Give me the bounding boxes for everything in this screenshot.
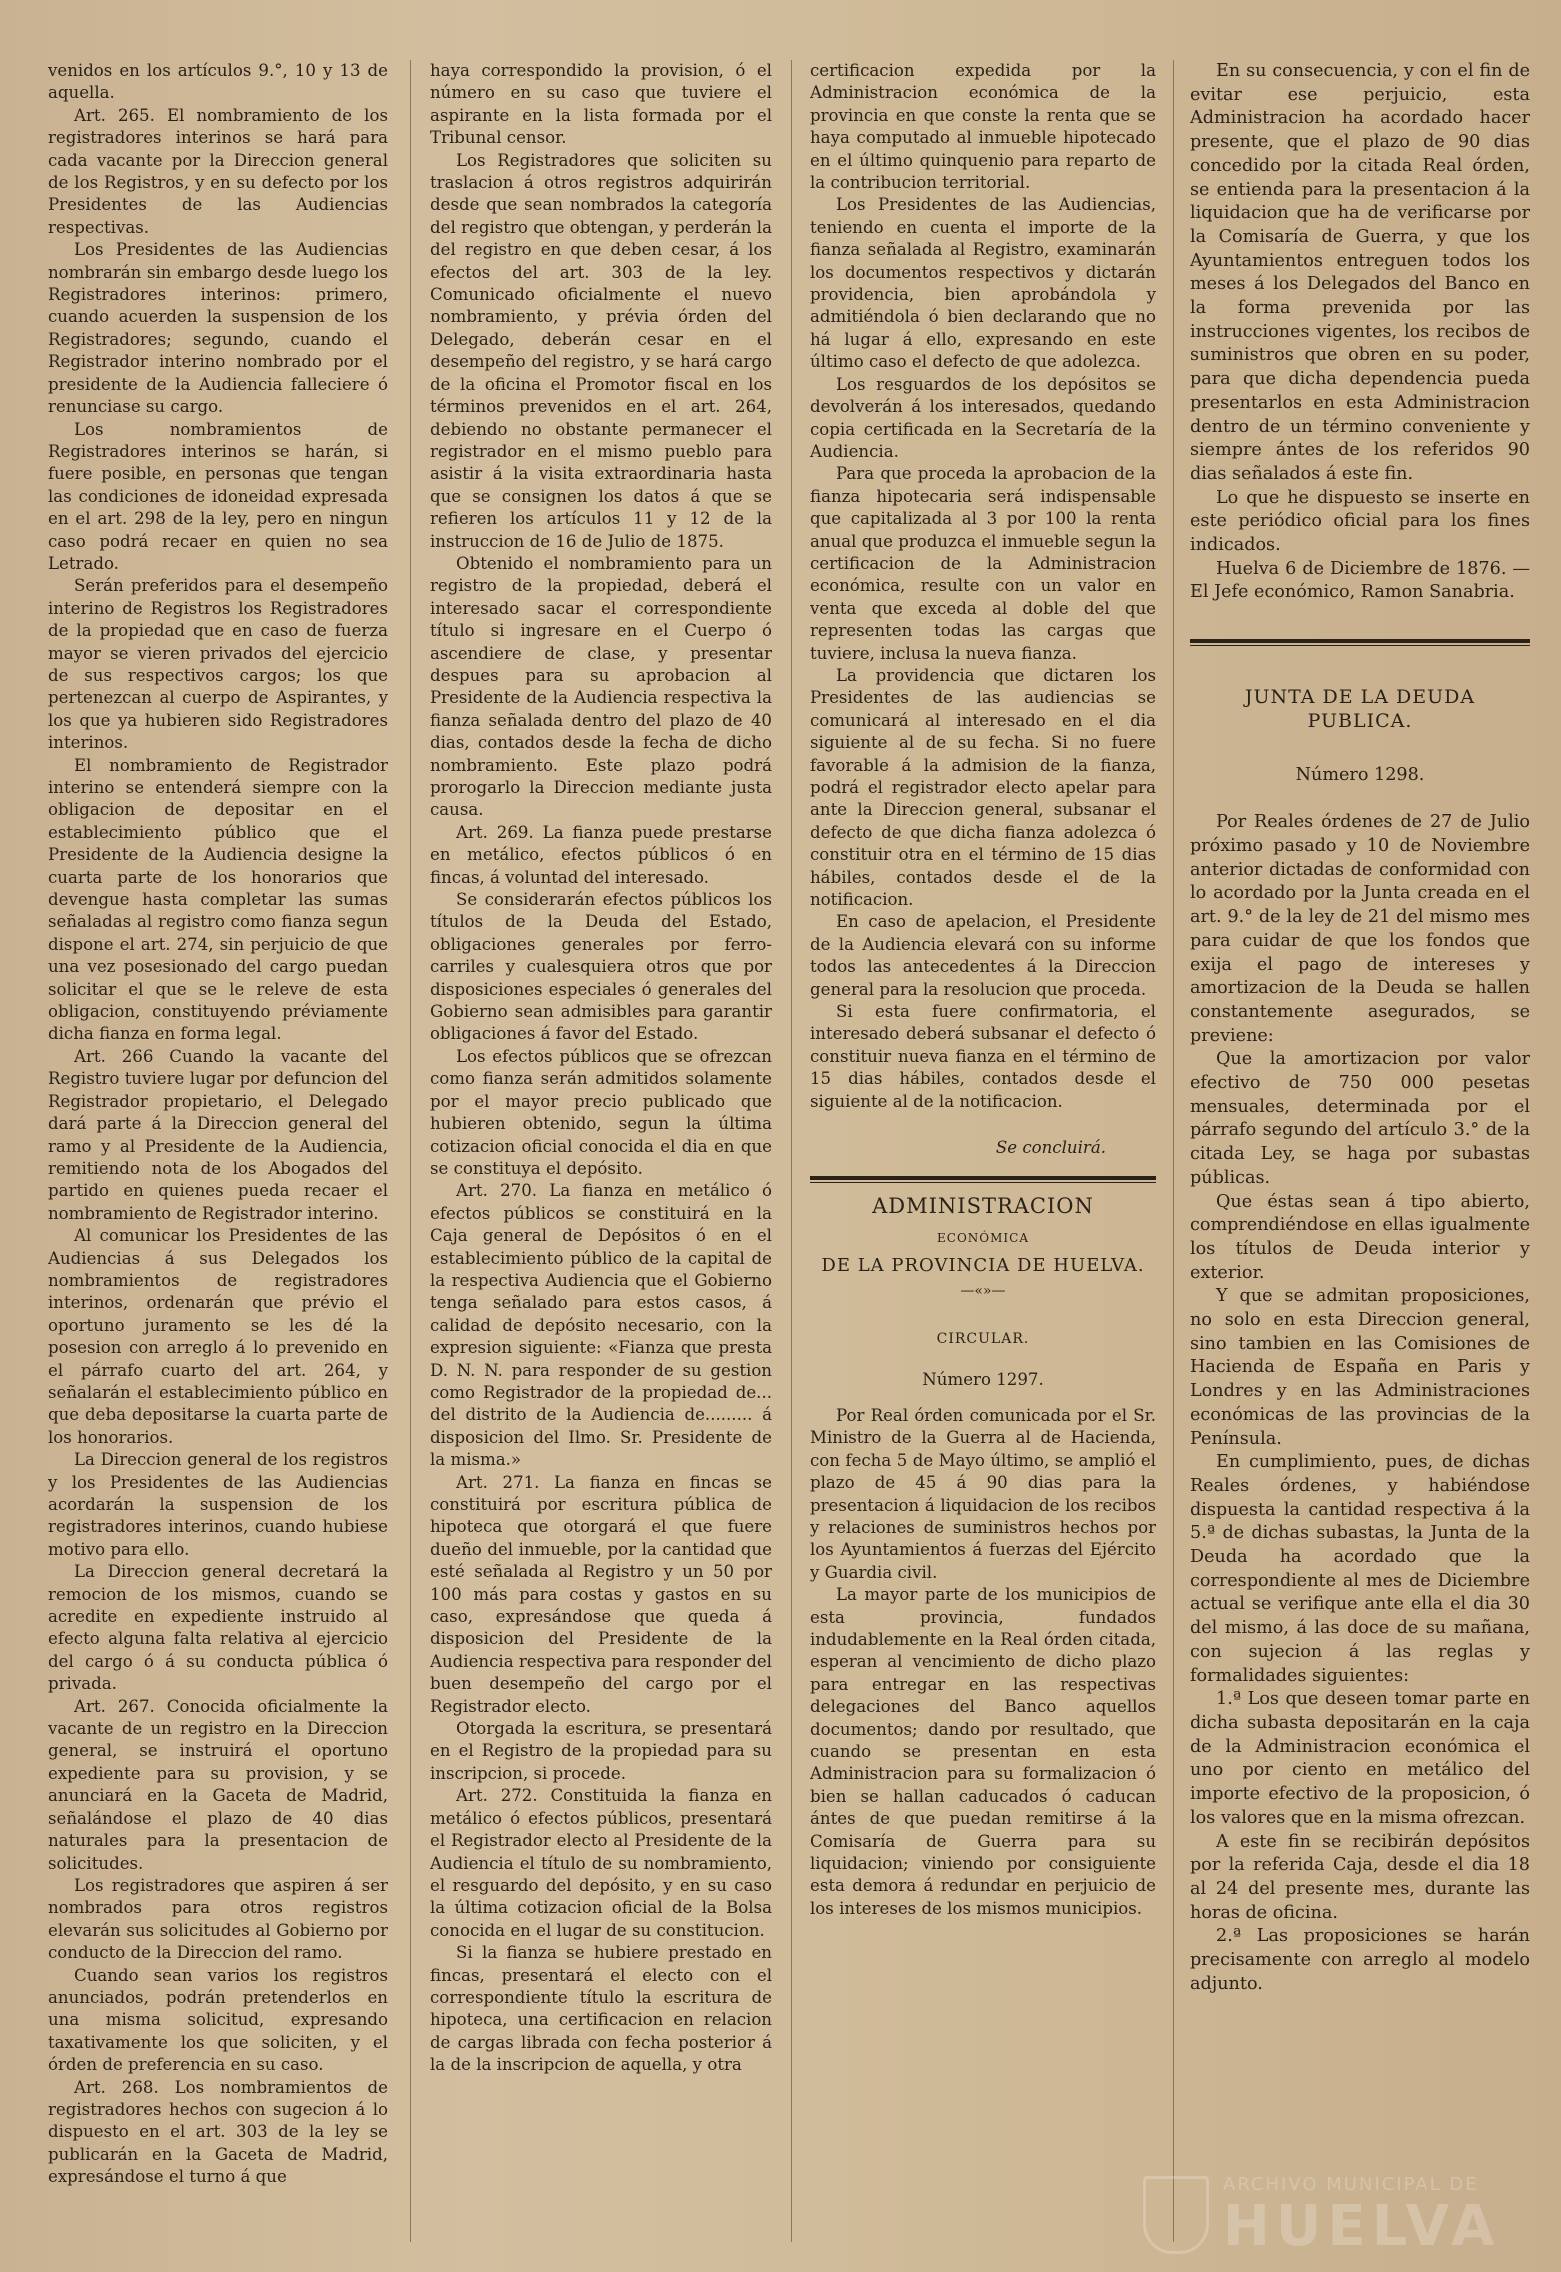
paragraph: haya correspondido la provision, ó el número en su caso que tuviere el aspirante en la lista formada por el Tribunal censor. bbox=[430, 61, 772, 148]
column-rule bbox=[791, 60, 792, 2242]
paragraph: certificacion expedida por la Administracion económica de la provincia en que conste la renta que se haya computado al inmueble hipotecado en el último quinquenio para reparto de la contribucion territorial. bbox=[810, 61, 1156, 193]
watermark-line: ARCHIVO MUNICIPAL DE bbox=[1223, 2174, 1479, 2195]
watermark-line: HUELVA bbox=[1223, 2194, 1501, 2259]
paragraph: Art. 270. La fianza en metálico ó efectos públicos se constituirá en la Caja general de Depósitos ó en el establecimiento público de la capital de la respectiva Audiencia que el Gobierno tenga señalado para estos casos, á calidad de depósito necesario, con la expresion siguiente: «Fianza que presta D. N. N. para responder de su gestion como Registrador de la propiedad de... del distrito de la Audiencia de......... á disposicion del Ilmo. Sr. Presidente de la misma.» bbox=[430, 1181, 772, 1470]
paragraph: Los nombramientos de Registradores interinos se harán, si fuere posible, en personas que tengan las condiciones de idoneidad expresada en el art. 298 de la ley, pero en ningun caso podrá recaer en quien no sea Letrado. bbox=[48, 419, 388, 573]
section-divider bbox=[810, 1182, 1156, 1183]
paragraph: A este fin se recibirán depósitos por la referida Caja, desde el dia 18 al 24 del presente mes, durante las horas de oficina. bbox=[1190, 1831, 1530, 1923]
paragraph: venidos en los artículos 9.°, 10 y 13 de aquella. bbox=[48, 61, 388, 103]
paragraph: La Direccion general decretará la remocion de los mismos, cuando se acredite en expediente instruido al efecto alguna falta relativa al ejercicio del cargo ó á su conducta pública ó privada. bbox=[48, 1562, 388, 1694]
paragraph: En cumplimiento, pues, de dichas Reales órdenes, y habiéndose dispuesta la cantidad respectiva á la 5.ª de dichas subastas, la Junta de la Deuda ha acordado que la correspondiente al mes de Diciembre actual se verifique ante ella el dia 30 del mismo, á las doce de su mañana, con sujecion á las reglas y formalidades siguientes: bbox=[1190, 1452, 1530, 1686]
paragraph: Si esta fuere confirmatoria, el interesado deberá subsanar el defecto ó constituir nueva fianza en el término de 15 dias hábiles, contados desde el siguiente al de la notificacion. bbox=[810, 1002, 1156, 1111]
paragraph: 2.ª Las proposiciones se harán precisamente con arreglo al modelo adjunto. bbox=[1190, 1926, 1530, 1994]
signature-line: Huelva 6 de Diciembre de 1876. —El Jefe económico, Ramon Sanabria. bbox=[1190, 558, 1530, 603]
paragraph: Art. 269. La fianza puede prestarse en metálico, efectos públicos ó en fincas, á voluntad del interesado. bbox=[430, 822, 772, 887]
paragraph: En caso de apelacion, el Presidente de la Audiencia elevará con su informe todos las antecedentes á la Direccion general para la resolucion que proceda. bbox=[810, 912, 1156, 999]
paragraph: Si la fianza se hubiere prestado en fincas, presentará el electo con el correspondiente título la escritura de hipoteca, una certificacion en relacion de cargas librada con fecha posterior á la de la inscripcion de aquella, y otra bbox=[430, 1943, 772, 2075]
section-divider bbox=[1190, 639, 1530, 643]
section-subtitle: DE LA PROVINCIA DE HUELVA. bbox=[821, 1255, 1145, 1277]
notice-number: Número 1297. bbox=[922, 1369, 1044, 1389]
paragraph: Que éstas sean á tipo abierto, comprendiéndose en ellas igualmente los títulos de Deuda interior y exterior. bbox=[1190, 1191, 1530, 1283]
paragraph: Cuando sean varios los registros anunciados, podrán pretenderlos en una misma solicitud, expresando taxativamente los que soliciten, y el órden de preferencia en su caso. bbox=[48, 1965, 388, 2075]
archive-watermark bbox=[1143, 2170, 1553, 2260]
paragraph: Art. 268. Los nombramientos de registradores hechos con sugecion á lo dispuesto en el art. 303 de la ley se publicarán en la Gaceta de Madrid, expresándose el turno á que bbox=[48, 2077, 388, 2187]
paragraph: Y que se admitan proposiciones, no solo en esta Direccion general, sino tambien en las Comisiones de Hacienda de España en Paris y Londres y en las Administraciones económicas de las provincias de la Península. bbox=[1190, 1286, 1530, 1449]
paragraph: Los resguardos de los depósitos se devolverán á los interesados, quedando copia certificada en la Secretaría de la Audiencia. bbox=[810, 374, 1156, 461]
column-rule bbox=[1173, 60, 1174, 2242]
paragraph: Lo que he dispuesto se inserte en este periódico oficial para los fines indicados. bbox=[1190, 487, 1530, 556]
shield-icon bbox=[1143, 2176, 1209, 2254]
column-3 bbox=[810, 60, 1156, 2242]
paragraph: La providencia que dictaren los Presidentes de las audiencias se comunicará al interesado en el dia siguiente al de su fecha. Si no fuere favorable á la admision de la fianza, podrá el registrador electo apelar para ante la Direccion general, subsanar el defecto de que dicha fianza adolezca ó constituir otra en el término de 15 dias hábiles, contados desde el de la notificacion. bbox=[810, 665, 1156, 910]
paragraph: Otorgada la escritura, se presentará en el Registro de la propiedad para su inscripcion, si procede. bbox=[430, 1719, 772, 1783]
paragraph: Los Presidentes de las Audiencias nombrarán sin embargo desde luego los Registradores interinos: primero, cuando acuerden la suspension de los Registradores; segundo, cuando el Registrador interino nombrado por el presidente de la Audiencia falleciere ó renunciase su cargo. bbox=[48, 240, 388, 417]
section-divider bbox=[1190, 645, 1530, 646]
notice-number: Número 1298. bbox=[1295, 764, 1425, 785]
paragraph: Art. 266 Cuando la vacante del Registro tuviere lugar por defuncion del Registrador propietario, el Delegado dará parte á la Direccion general del ramo y al Presidente de la Audiencia, remitiendo nota de los Abogados del partido en quienes pueda recaer el nombramiento de Registrador interino. bbox=[48, 1046, 388, 1223]
section-divider bbox=[810, 1176, 1156, 1180]
paragraph: Se considerarán efectos públicos los títulos de la Deuda del Estado, obligaciones generales por ferro-carriles y cualesquiera otros que por disposiciones especiales ó generales del Gobierno sean admisibles para garantir obligaciones á favor del Estado. bbox=[430, 890, 772, 1044]
paragraph: En su consecuencia, y con el fin de evitar ese perjuicio, esta Administracion ha acordado hacer presente, que el plazo de 90 dias concedido por la citada Real órden, se entienda para la presentacion á la liquidacion que ha de verificarse por la Comisaría de Guerra, y que los Ayuntamientos entreguen todos los meses á los Delegados del Banco en la forma prevenida por las instrucciones vigentes, los recibos de suministros que obren en su poder, para que dicha dependencia pueda presentarlos en esta Administracion dentro de un término conveniente y siempre ántes de los referidos 90 dias señalados á este fin. bbox=[1190, 61, 1530, 484]
paragraph: Art. 271. La fianza en fincas se constituirá por escritura pública de hipoteca que otorgará el que fuere dueño del inmueble, por la cantidad que esté señalada al Registro y un 50 por 100 más para costas y gastos en su caso, expresándose que queda á disposicion del Presidente de la Audiencia respectiva para responder del buen desempeño del cargo por el Registrador electo. bbox=[430, 1472, 772, 1716]
paragraph: 1.ª Los que deseen tomar parte en dicha subasta depositarán en la caja de la Administracion económica el uno por ciento en metálico del importe efectivo de la proposicion, ó los valores que en la misma ofrezcan. bbox=[1190, 1689, 1530, 1828]
column-4 bbox=[1190, 60, 1530, 2242]
paragraph: Art. 267. Conocida oficialmente la vacante de un registro en la Direccion general, se instruirá el oportuno expediente para su provision, y se anunciará en la Gaceta de Madrid, señalándose el plazo de 40 dias naturales para la presentacion de solicitudes. bbox=[48, 1696, 388, 1873]
paragraph: La Direccion general de los registros y los Presidentes de las Audiencias acordarán la suspension de los registradores interinos, cuando hubiese motivo para ello. bbox=[48, 1450, 388, 1559]
paragraph: Al comunicar los Presidentes de las Audiencias á sus Delegados los nombramientos de registradores interinos, ordenarán que prévio el oportuno juramento se les dé la posesion con arreglo á lo prevenido en el párrafo cuarto del art. 264, y señalarán el establecimiento público en que deba depositarse la cuarta parte de los honorarios. bbox=[48, 1226, 388, 1447]
paragraph: Art. 265. El nombramiento de los registradores interinos se hará para cada vacante por la Direccion general de los Registros, y en su defecto por los Presidentes de las Audiencias respectivas. bbox=[48, 105, 388, 237]
paragraph: Art. 272. Constituida la fianza en metálico ó efectos públicos, presentará el Registrador electo al Presidente de la Audiencia el título de su nombramiento, el resguardo del depósito, y en su caso la última cotizacion oficial de la Bolsa conocida en el lugar de su constitucion. bbox=[430, 1786, 772, 1940]
section-subtitle: ECONÓMICA bbox=[937, 1230, 1029, 1245]
section-title: ADMINISTRACION bbox=[872, 1193, 1094, 1218]
paragraph: Por Reales órdenes de 27 de Julio próximo pasado y 10 de Noviembre anterior dictadas de conformidad con lo acordado por la Junta creada en el art. 9.° de la ley de 21 del mismo mes para cuidar de que los fondos que exija el pago de intereses y amortizacion de la Deuda se hallen constantemente asegurados, se previene: bbox=[1190, 812, 1530, 1046]
paragraph: Los Presidentes de las Audiencias, teniendo en cuenta el importe de la fianza señalada al Registro, examinarán los documentos respectivos y dictarán providencia, bien aprobándola y admitiéndola ó bien declarando que no há lugar á ello, expresando en este último caso el defecto de que adolezca. bbox=[810, 195, 1156, 372]
paragraph: Los registradores que aspiren á ser nombrados para otros registros elevarán sus solicitudes al Gobierno por conducto de la Direccion del ramo. bbox=[48, 1875, 388, 1963]
paragraph: La mayor parte de los municipios de esta provincia, fundados indudablemente en la Real órden citada, esperan al vencimiento de dicho plazo para entregar en las respectivas delegaciones del Banco aquellos documentos; dando por resultado, que cuando se presentan en esta Administracion para su formalizacion ó bien se hallan caducados ó caducan ántes de que puedan remitirse á la Comisaría de Guerra para su liquidacion; viniendo por consiguiente esta demora á redundar en perjuicio de los intereses de los mismos municipios. bbox=[810, 1585, 1156, 1918]
column-1 bbox=[48, 60, 388, 2242]
ornament: —«»— bbox=[960, 1282, 1006, 1299]
column-rule bbox=[410, 60, 411, 2242]
paragraph: Para que proceda la aprobacion de la fianza hipotecaria será indispensable que capitalizada al 3 por 100 la renta anual que produzca el inmueble segun la certificacion de la Administracion económica, resulte con un valor en venta que exceda al doble del que representen todas las cargas que tuviere, inclusa la nueva fianza. bbox=[810, 464, 1156, 663]
paragraph: El nombramiento de Registrador interino se entenderá siempre con la obligacion de depositar en el establecimiento público que el Presidente de la Audiencia designe la cuarta parte de los honorarios que devengue hasta completar las sumas señaladas al registro como fianza segun dispone el art. 274, sin perjuicio de que una vez posesionado del cargo puedan solicitar el que se le releve de esta obligacion, constituyendo préviamente dicha fianza en forma legal. bbox=[48, 755, 388, 1044]
paragraph: Que la amortizacion por valor efectivo de 750 000 pesetas mensuales, determinada por el párrafo segundo del artículo 3.° de la citada Ley, se haga por subastas públicas. bbox=[1190, 1049, 1530, 1188]
continuation-note: Se concluirá. bbox=[995, 1138, 1106, 1158]
paragraph: Obtenido el nombramiento para un registro de la propiedad, deberá el interesado sacar el correspondiente título si ingresare en el Cuerpo ó ascendiere de clase, y presentar despues para su aprobacion al Presidente de la Audiencia respectiva la fianza señalada dentro del plazo de 40 dias, contados desde la fecha de dicho nombramiento. Este plazo podrá prorogarlo la Direccion mediante justa causa. bbox=[430, 553, 772, 820]
paragraph: Los Registradores que soliciten su traslacion á otros registros adquirirán desde que sean nombrados la categoría del registro que obtengan, y perderán la del registro en que deben cesar, á los efectos del art. 303 de la ley. Comunicado oficialmente el nuevo nombramiento, y prévia órden del Delegado, deberán cesar en el desempeño del registro, y se hará cargo de la oficina el Promotor fiscal en los términos prevenidos en el art. 264, debiendo no obstante permanecer el registrador en el mismo pueblo para asistir á la visita extraordinaria hasta que se consignen los datos á que se refieren los artículos 11 y 12 de la instruccion de 16 de Julio de 1875. bbox=[430, 150, 772, 551]
circular-label: CIRCULAR. bbox=[936, 1331, 1030, 1348]
section-title: JUNTA DE LA DEUDA PUBLICA. bbox=[1244, 686, 1476, 732]
column-2 bbox=[430, 60, 772, 2242]
paragraph: Por Real órden comunicada por el Sr. Ministro de la Guerra al de Hacienda, con fecha 5 de Mayo último, se amplió el plazo de 45 á 90 dias para la presentacion á liquidacion de los recibos y relaciones de suministros hechos por los Ayuntamientos á fuerzas del Ejército y Guardia civil. bbox=[810, 1405, 1156, 1582]
paragraph: Serán preferidos para el desempeño interino de Registros los Registradores de la propiedad que en caso de fuerza mayor se vieren privados del ejercicio de sus respectivos cargos; los que pertenezcan al cuerpo de Aspirantes, y los que ya hubieren sido Registradores interinos. bbox=[48, 576, 388, 753]
paragraph: Los efectos públicos que se ofrezcan como fianza serán admitidos solamente por el mayor precio publicado que hubieren obtenido, segun la última cotizacion oficial conocida el dia en que se constituya el depósito. bbox=[430, 1046, 772, 1178]
